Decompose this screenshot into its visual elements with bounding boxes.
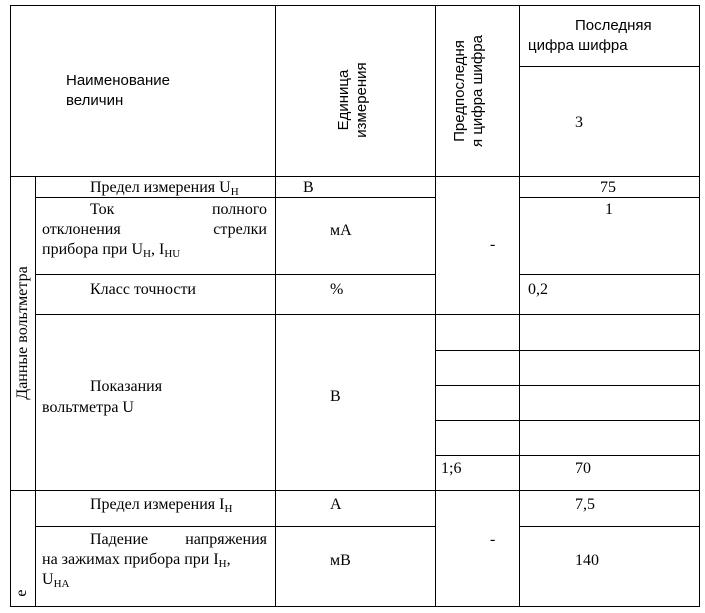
grid-line bbox=[35, 274, 435, 275]
voltmeter-range-text: Предел измерения U bbox=[90, 179, 231, 196]
voltmeter-current-text1: Ток полного bbox=[90, 201, 267, 218]
header-penultimate bbox=[451, 6, 493, 176]
voltmeter-current-line1 bbox=[42, 200, 267, 219]
grid-line bbox=[35, 176, 36, 607]
grid-line bbox=[435, 5, 436, 607]
voltmeter-current-sub2: HU bbox=[164, 248, 181, 260]
header-penultimate-line1: Предпоследня bbox=[451, 40, 468, 142]
voltmeter-range-label bbox=[90, 178, 239, 197]
voltmeter-range-value: 75 bbox=[600, 179, 616, 196]
ammeter-range-unit: А bbox=[330, 496, 342, 513]
voltmeter-current-mid: , I bbox=[151, 241, 165, 258]
voltmeter-current-line2: отклонения стрелки bbox=[42, 221, 267, 238]
grid-line bbox=[275, 5, 276, 607]
header-name-line2: величин bbox=[66, 92, 124, 109]
voltmeter-readings-value: 70 bbox=[575, 460, 591, 477]
header-last-line2: цифра шифра bbox=[528, 37, 628, 54]
ammeter-penultimate-dash: - bbox=[490, 531, 496, 548]
voltmeter-range-sub: Н bbox=[230, 186, 239, 198]
ammeter-drop-sub2: НА bbox=[53, 578, 70, 590]
grid-line bbox=[435, 420, 699, 421]
header-penultimate-line2: я цифра шифра bbox=[469, 35, 486, 147]
ammeter-drop-comma: , bbox=[226, 551, 231, 568]
voltmeter-penultimate-dash: - bbox=[490, 236, 496, 253]
voltmeter-readings-unit: В bbox=[330, 388, 341, 405]
voltmeter-accuracy-unit: % bbox=[330, 281, 344, 298]
grid-line bbox=[35, 314, 699, 315]
voltmeter-current-value: 1 bbox=[605, 201, 613, 218]
header-unit-line1: Единица bbox=[335, 69, 352, 131]
grid-line bbox=[35, 526, 435, 527]
voltmeter-readings-penultimate: 1;6 bbox=[441, 460, 462, 477]
voltmeter-group-label: Данные вольтметра bbox=[14, 266, 31, 400]
voltmeter-accuracy-label: Класс точности bbox=[90, 281, 196, 298]
grid-line bbox=[10, 5, 11, 607]
header-last-value: 3 bbox=[575, 114, 583, 131]
ammeter-drop-line3 bbox=[42, 570, 69, 589]
ammeter-range-sub: Н bbox=[224, 503, 233, 515]
ammeter-drop-text1: Падение напряжения bbox=[90, 531, 267, 548]
grid-line bbox=[435, 385, 699, 386]
grid-line bbox=[519, 66, 699, 67]
voltmeter-readings-line2: вольтметра U bbox=[42, 399, 134, 416]
grid-line bbox=[10, 490, 699, 491]
ammeter-drop-value: 140 bbox=[575, 552, 599, 569]
grid-line bbox=[435, 455, 699, 456]
header-name-line1: Наименование bbox=[66, 72, 170, 89]
ammeter-group-label: е bbox=[13, 589, 30, 597]
ammeter-drop-unit: мВ bbox=[330, 552, 351, 569]
ammeter-range-text: Предел измерения I bbox=[90, 496, 225, 513]
voltmeter-current-text3: прибора при U bbox=[42, 241, 144, 258]
grid-line bbox=[519, 5, 520, 607]
header-unit bbox=[335, 45, 375, 155]
grid-line bbox=[10, 5, 699, 6]
voltmeter-accuracy-value: 0,2 bbox=[528, 281, 548, 298]
grid-line bbox=[699, 5, 700, 607]
grid-line bbox=[519, 197, 699, 198]
voltmeter-current-line3 bbox=[42, 240, 180, 259]
ammeter-range-label bbox=[90, 495, 232, 514]
voltmeter-current-sub1: Н bbox=[143, 248, 151, 260]
header-unit-line2: измерения bbox=[353, 62, 370, 138]
grid-line bbox=[10, 606, 699, 607]
grid-line bbox=[435, 350, 699, 351]
ammeter-range-value: 7,5 bbox=[575, 496, 595, 513]
voltmeter-readings-line1: Показания bbox=[90, 378, 163, 395]
header-last-line1: Последняя bbox=[575, 17, 652, 34]
grid-line bbox=[519, 526, 699, 527]
grid-line bbox=[519, 274, 699, 275]
ammeter-drop-text2: на зажимах прибора при I bbox=[42, 551, 219, 568]
voltmeter-current-unit: мА bbox=[330, 222, 352, 239]
ammeter-drop-sub1: Н bbox=[218, 558, 227, 570]
voltmeter-range-unit: В bbox=[303, 179, 314, 196]
grid-line bbox=[10, 176, 699, 177]
ammeter-drop-line2 bbox=[42, 550, 231, 569]
ammeter-drop-text3: U bbox=[42, 571, 54, 588]
ammeter-drop-line1 bbox=[42, 530, 267, 549]
